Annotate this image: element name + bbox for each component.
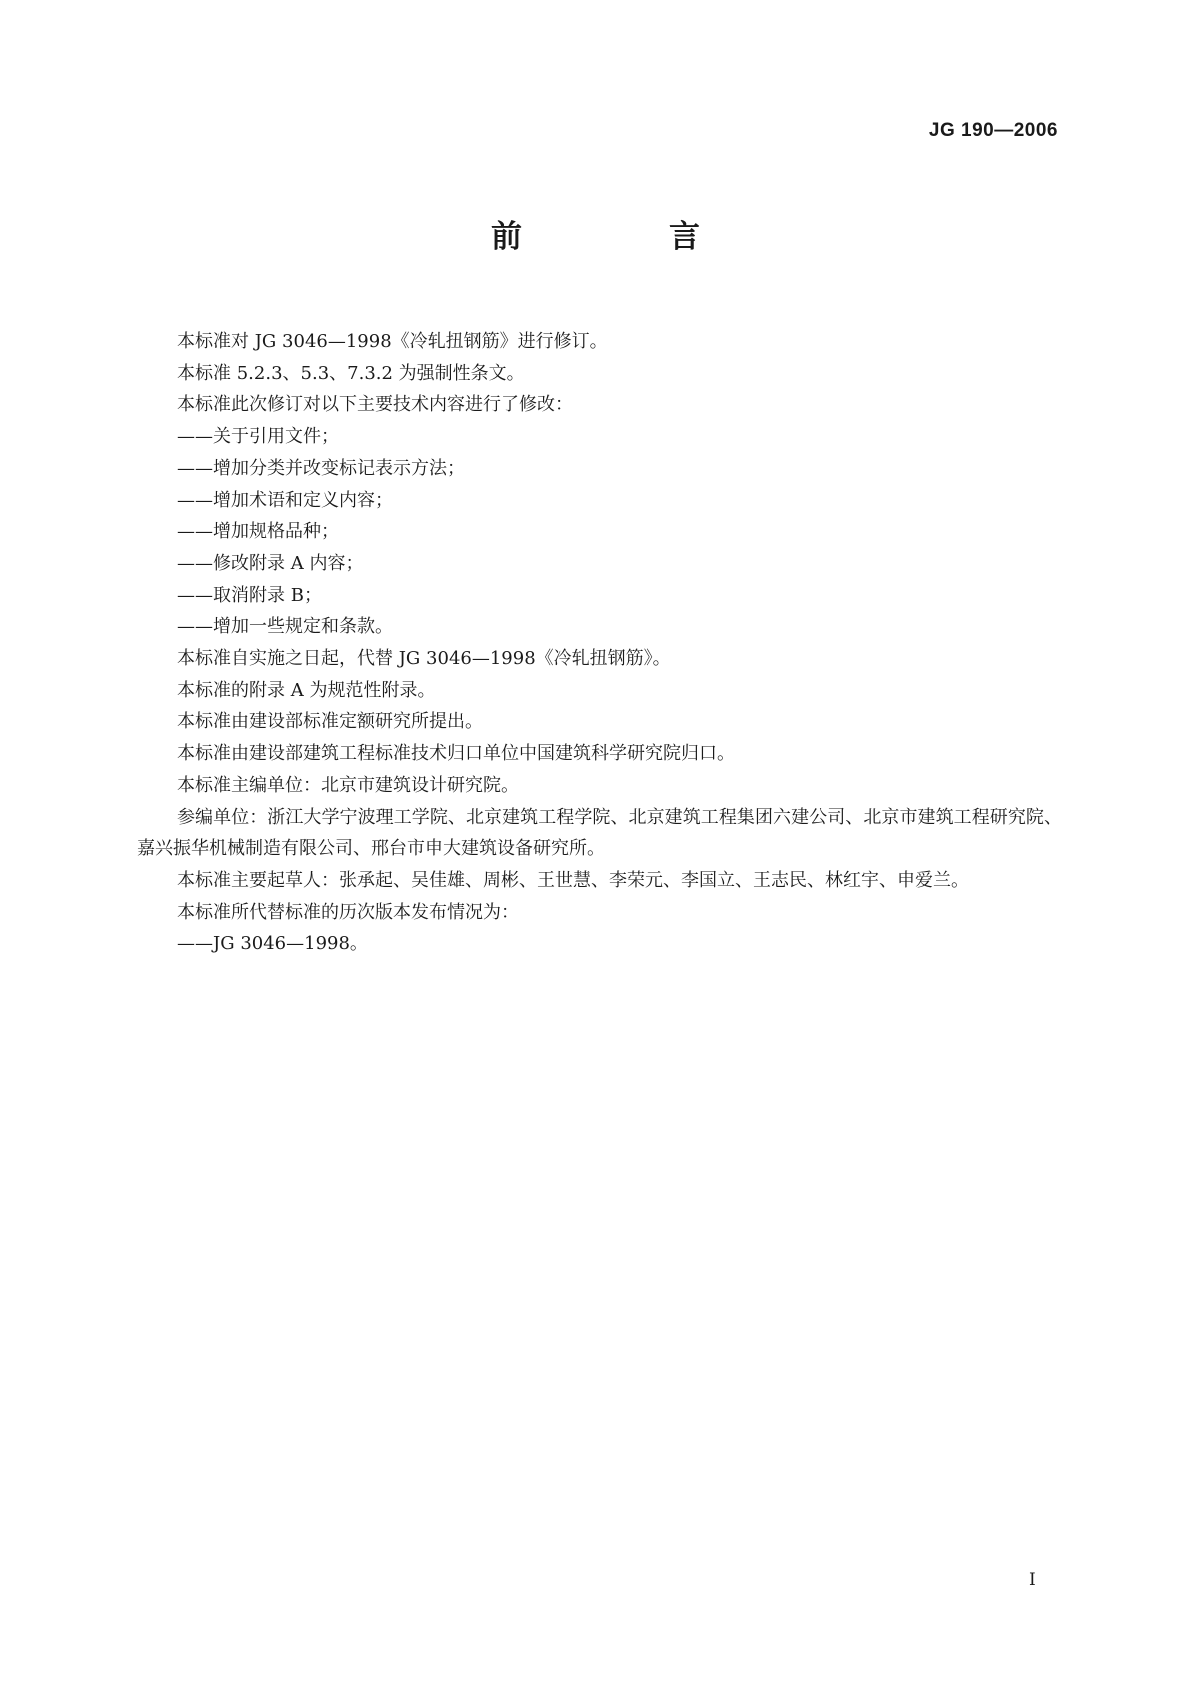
paragraph-history-intro: 本标准所代替标准的历次版本发布情况为： (177, 901, 519, 923)
paragraph-drafters: 本标准主要起草人：张承起、吴佳雄、周彬、王世慧、李荣元、李国立、王志民、林红宇、申爱兰。 (177, 869, 969, 891)
list-item: ——JG 3046—1998。 (177, 933, 368, 955)
paragraph-proposer: 本标准由建设部标准定额研究所提出。 (177, 711, 483, 733)
list-item: ——增加分类并改变标记表示方法； (177, 457, 465, 479)
list-item: ——关于引用文件； (177, 426, 339, 448)
paragraph-changes-intro: 本标准此次修订对以下主要技术内容进行了修改： (177, 394, 573, 416)
list-item: ——增加一些规定和条款。 (177, 616, 393, 638)
paragraph-chief-editor: 本标准主编单位：北京市建筑设计研究院。 (177, 774, 519, 796)
preface-body (137, 326, 1062, 960)
paragraph-administrator: 本标准由建设部建筑工程标准技术归口单位中国建筑科学研究院归口。 (177, 743, 735, 765)
list-item: ——修改附录 A 内容； (177, 552, 364, 574)
document-code: JG 190—2006 (928, 120, 1058, 141)
paragraph-replaces: 本标准自实施之日起，代替 JG 3046—1998《冷轧扭钢筋》。 (177, 648, 671, 670)
list-item: ——增加术语和定义内容； (177, 489, 393, 511)
paragraph-revision: 本标准对 JG 3046—1998《冷轧扭钢筋》进行修订。 (177, 331, 608, 352)
paragraph-mandatory-clauses: 本标准 5.2.3、5.3、7.3.2 为强制性条文。 (177, 362, 525, 384)
page-title: 前 言 (491, 219, 758, 255)
list-item: ——增加规格品种； (177, 521, 339, 543)
paragraph-participants: 参编单位：浙江大学宁波理工学院、北京建筑工程学院、北京建筑工程集团六建公司、北京市建筑工程研究院、嘉兴振华机械制造有限公司、邢台市申大建筑设备研究所。 (137, 806, 1062, 860)
page-number: I (1029, 1570, 1036, 1590)
list-item: ——取消附录 B； (177, 584, 322, 606)
paragraph-annex: 本标准的附录 A 为规范性附录。 (177, 679, 436, 701)
